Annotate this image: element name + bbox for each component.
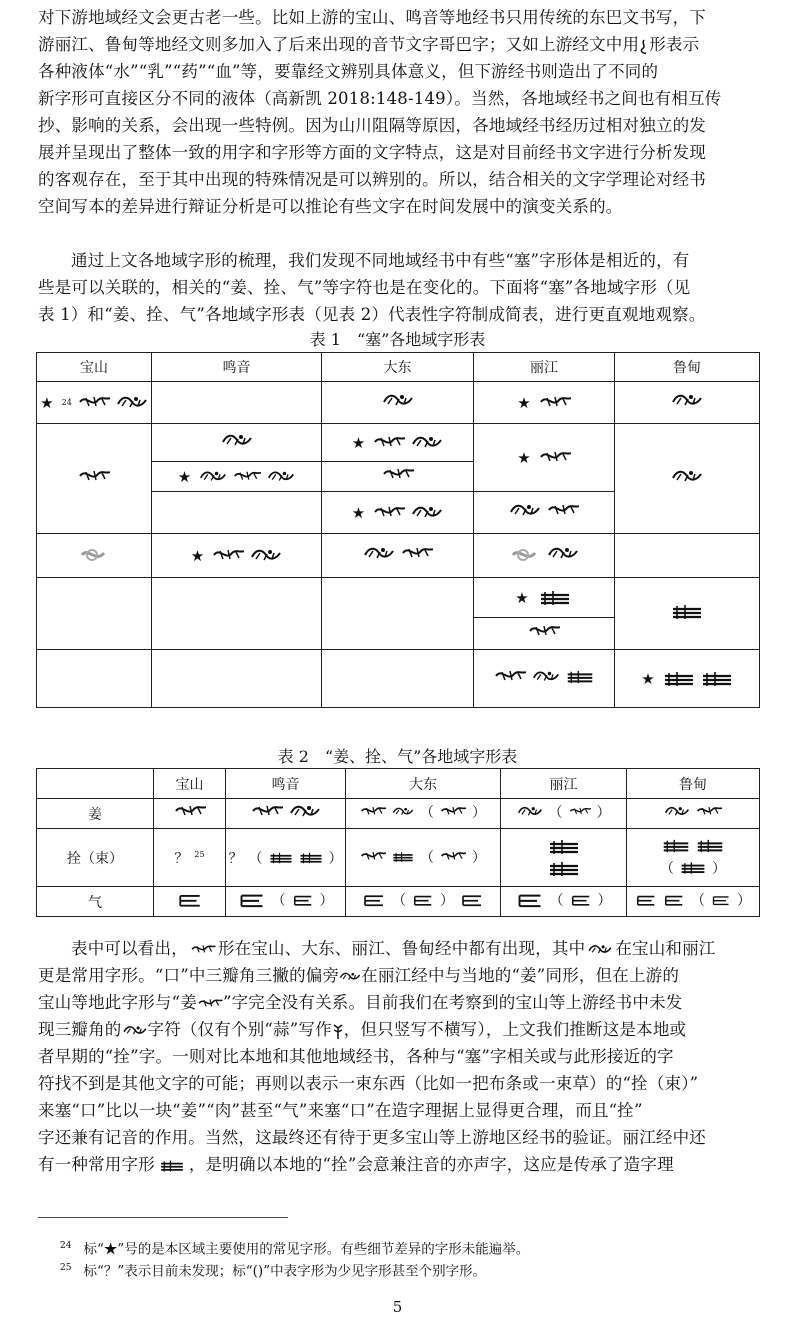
page-number: 5	[392, 1298, 403, 1316]
sai-glyph-icon	[532, 668, 560, 686]
footnote-24: $^{24}$ 标“★”号的是本区域主要使用的常见字形。有些细节差异的字形未能遍举。	[60, 1241, 530, 1258]
table-1-cell	[152, 424, 322, 462]
text-line: 有一种常用字形 ，是明确以本地的“拴”会意兼注音的亦声字，这应是传承了造字理	[38, 1155, 674, 1174]
qi-glyph-icon	[460, 891, 484, 909]
text-line: 展并呈现出了整体一致的用字和字形等方面的文字特点，这是对目前经书文字进行分析发现	[38, 143, 706, 162]
sai-glyph-icon	[382, 466, 414, 484]
footnote-ref: 24	[61, 398, 72, 407]
star-icon: ★	[517, 393, 531, 412]
table-1-cell	[152, 382, 322, 424]
table-1-caption: 表 1 “塞”各地域字形表	[309, 330, 486, 349]
table-1-cell	[322, 382, 474, 424]
shuan-inline-glyph-icon	[155, 1159, 189, 1173]
table-1-cell	[474, 492, 615, 534]
paragraph-2	[38, 247, 760, 328]
shuan-glyph-icon	[392, 849, 414, 865]
table-1-cell	[322, 650, 474, 708]
table-1-cell	[615, 534, 760, 578]
sai-glyph-icon	[78, 394, 110, 412]
sai-glyph-icon	[250, 547, 282, 565]
sai-glyph-icon	[671, 468, 703, 486]
table-1-cell	[615, 424, 760, 534]
footnote-ref: 25	[194, 849, 205, 859]
table-2-cell: （ ）	[226, 887, 346, 917]
table-2-cell: （ ）	[346, 799, 501, 829]
table-2-cell: （ ）	[627, 887, 760, 917]
jiang-glyph-icon	[569, 803, 591, 821]
sai-glyph-icon	[411, 504, 443, 522]
three-petal-inline-glyph-icon	[122, 1024, 148, 1038]
sai-glyph-icon	[401, 545, 433, 563]
table-1-cell	[322, 578, 474, 650]
sai-glyph-icon	[116, 394, 148, 412]
table-1-cell	[37, 578, 152, 650]
sai-glyph-icon	[78, 468, 110, 486]
table-2-cell: ？ （ ）	[226, 829, 346, 887]
sai-glyph-icon	[382, 392, 414, 410]
qi-glyph-icon	[177, 891, 203, 909]
qi-glyph-icon	[292, 891, 314, 909]
table-2-cell	[154, 887, 226, 917]
paragraph-3	[38, 935, 760, 1178]
shuan-glyph-icon	[662, 838, 690, 854]
sai-glyph-icon	[537, 589, 573, 607]
qi-glyph-icon	[516, 891, 544, 909]
shuan-glyph-icon	[360, 849, 386, 865]
sai-glyph-icon	[411, 434, 443, 452]
table-1-cell	[152, 492, 322, 534]
star-icon: ★	[351, 433, 366, 452]
qi-glyph-icon	[663, 891, 685, 909]
star-icon: ★	[177, 467, 192, 486]
sai-glyph-icon	[267, 468, 295, 486]
sai-glyph-icon	[671, 392, 703, 410]
table-1-cell	[37, 382, 152, 424]
sai-glyph-icon	[199, 468, 227, 486]
text-line: 表 1）和“姜、拴、气”各地域字形表（见表 2）代表性字符制成简表，进行更直观地观察。	[38, 305, 706, 324]
table-2-cell	[226, 799, 346, 829]
text-line: 的客观存在，至于其中出现的特殊情况是可以辨别的。所以，结合相关的文字学理论对经书	[38, 170, 706, 189]
sai-glyph-icon	[373, 504, 405, 522]
table-1-cell	[322, 534, 474, 578]
sai-glyph-icon	[509, 502, 541, 520]
text-line: 各种液体“水”“乳”“药”“血”等，要靠经文辨别具体意义，但下游经书则造出了不同的	[38, 62, 659, 81]
faded-glyph-icon	[78, 545, 110, 563]
table-2-row-label: 拴（束）	[37, 829, 154, 887]
qi-glyph-icon	[570, 891, 592, 909]
table-1-header: 鲁甸	[615, 353, 760, 382]
table-1	[36, 352, 760, 708]
table-1-cell	[37, 650, 152, 708]
jiang-glyph-icon	[664, 803, 690, 821]
table-1-cell	[152, 578, 322, 650]
table-1-cell	[474, 650, 615, 708]
table-2-header: 鲁甸	[627, 769, 760, 799]
qi-glyph-icon	[412, 891, 434, 909]
table-2-cell: （ ）	[346, 829, 501, 887]
star-icon: ★	[351, 503, 366, 522]
text-line: 游丽江、鲁甸等地经文则多加入了后来出现的音节文字哥巴字；又如上游经文中用 形表示	[38, 35, 700, 54]
sai-glyph-icon	[547, 502, 579, 520]
qi-glyph-icon	[238, 891, 266, 909]
table-1-cell	[474, 578, 615, 618]
text-line: 宝山等地此字形与“姜 ”字完全没有关系。目前我们在考察到的宝山等上游经书中未发	[38, 993, 683, 1012]
paragraph-1	[38, 4, 760, 220]
table-2-cell: ？ $^{25}$	[154, 829, 226, 887]
jiang-glyph-icon	[174, 803, 206, 821]
text-line: 通过上文各地域字形的梳理，我们发现不同地域经书中有些“塞”字形体是相近的，有	[71, 251, 690, 270]
table-2-header	[37, 769, 154, 799]
text-line: 字还兼有记音的作用。当然，这最终还有待于更多宝山等上游地区经书的验证。丽江经中还	[38, 1128, 706, 1147]
table-2-caption: 表 2 “姜、拴、气”各地域字形表	[277, 747, 518, 766]
jiang-glyph-icon	[360, 803, 386, 821]
sai-glyph-icon	[373, 434, 405, 452]
sai-glyph-icon	[539, 394, 571, 412]
table-2-row-label: 姜	[37, 799, 154, 829]
table-1-header: 大东	[322, 353, 474, 382]
garlic-inline-glyph-icon	[332, 1024, 344, 1038]
jiang-glyph-icon	[440, 803, 466, 821]
text-line: 符找不到是其他文字的可能；再则以表示一束东西（比如一把布条或一束草）的“拴（束）”	[38, 1074, 699, 1093]
jiang-glyph-icon	[251, 803, 283, 821]
footnote-rule	[38, 1217, 288, 1218]
table-1-cell	[322, 462, 474, 492]
shuan-glyph-icon	[546, 838, 582, 856]
jiang-inline-glyph-icon	[197, 997, 223, 1011]
text-line: 些是可以关联的，相关的“姜、拴、气”等字符也是在变化的。下面将“塞”各地域字形（见	[38, 278, 691, 297]
table-1-cell	[615, 578, 760, 650]
shuan-glyph-icon	[696, 838, 724, 854]
text-line: 更是常用字形。“口”中三瓣角三撇的偏旁 在丽江经中与当地的“姜”同形，但在上游的	[38, 966, 680, 985]
table-1-cell	[474, 618, 615, 650]
sai-glyph-icon	[212, 547, 244, 565]
sai-glyph-icon	[528, 623, 560, 641]
shuan-inline-glyph-icon	[188, 943, 218, 957]
star-icon: ★	[641, 669, 655, 688]
table-2-cell: （ ）	[501, 887, 627, 917]
text-line: 现三瓣角的 字符（仅有个别“蒜”写作 ，但只竖写不横写），上文我们推断这是本地或	[38, 1020, 687, 1039]
table-1-cell	[474, 534, 615, 578]
sai-glyph-icon	[539, 449, 571, 467]
text-line: 新字形可直接区分不同的液体（高新凯 2018:148-149）。当然，各地域经书之间也有相互传	[38, 89, 722, 108]
liquid-glyph-icon	[639, 39, 649, 53]
table-2-row-label: 气	[37, 887, 154, 917]
table-1-cell	[37, 424, 152, 534]
table-2-header: 宝山	[154, 769, 226, 799]
table-1-cell	[615, 650, 760, 708]
shuan-glyph-icon	[269, 850, 293, 866]
text-line: 对下游地域经文会更古老一些。比如上游的宝山、鸣音等地经书只用传统的东巴文书写，下	[38, 8, 706, 27]
jiang-glyph-icon	[392, 803, 414, 821]
star-icon: ★	[515, 588, 529, 607]
table-2-cell: （ ）	[346, 887, 501, 917]
table-2-cell: （ ）	[627, 829, 760, 887]
table-1-cell	[474, 424, 615, 492]
sai-glyph-icon	[233, 468, 261, 486]
table-1-header: 宝山	[37, 353, 152, 382]
table-1-cell	[152, 650, 322, 708]
jiang-glyph-icon	[517, 803, 543, 821]
qi-glyph-icon	[711, 891, 731, 909]
table-1-cell	[152, 462, 322, 492]
star-icon: ★	[517, 448, 531, 467]
table-2-header: 大东	[346, 769, 501, 799]
radical-inline-glyph-icon	[339, 970, 361, 984]
table-2-header: 鸣音	[226, 769, 346, 799]
sai-glyph-icon	[547, 545, 579, 563]
shuan-inline-glyph-icon	[585, 943, 615, 957]
sai-glyph-icon	[494, 668, 526, 686]
text-line: 者早期的“拴”字。一则对比本地和其他地域经书，各种与“塞”字相关或与此形接近的字	[38, 1047, 674, 1066]
table-2-cell	[627, 799, 760, 829]
qi-glyph-icon	[362, 891, 386, 909]
table-1-header: 鸣音	[152, 353, 322, 382]
table-1-header: 丽江	[474, 353, 615, 382]
table-1-cell	[37, 534, 152, 578]
text-line: 抄、影响的关系，会出现一些特例。因为山川阻隔等原因，各地域经书经历过相对独立的发	[38, 116, 706, 135]
table-1-cell	[322, 424, 474, 462]
table-1-cell	[322, 492, 474, 534]
sai-glyph-icon	[663, 670, 695, 688]
sai-glyph-icon	[221, 432, 253, 450]
jiang-glyph-icon	[289, 803, 321, 821]
table-2-header: 丽江	[501, 769, 627, 799]
text-line: 空间写本的差异进行辩证分析是可以推论有些文字在时间发展中的演变关系的。	[38, 197, 623, 216]
sai-glyph-icon	[669, 603, 705, 621]
table-1-cell	[474, 382, 615, 424]
faded-glyph-icon	[509, 545, 541, 563]
table-1-cell	[152, 534, 322, 578]
table-2-cell	[501, 829, 627, 887]
table-2	[36, 768, 760, 917]
shuan-glyph-icon	[299, 850, 323, 866]
footnote-25: $^{25}$ 标“？”表示目前未发现；标“()”中表字形为少见字形甚至个别字形。	[60, 1263, 487, 1280]
star-icon: ★	[40, 393, 54, 412]
text-line: 表中可以看出， 形在宝山、大东、丽江、鲁甸经中都有出现，其中 在宝山和丽江	[71, 939, 716, 958]
table-2-cell	[154, 799, 226, 829]
star-icon: ★	[190, 546, 205, 565]
table-2-cell: （ ）	[501, 799, 627, 829]
text-line: 来塞“口”比以一块“姜”“肉”甚至“气”来塞“口”在造字理据上显得更合理，而且“拴”	[38, 1101, 643, 1120]
jiang-glyph-icon	[696, 803, 722, 821]
qi-glyph-icon	[635, 891, 657, 909]
shuan-glyph-icon	[680, 860, 706, 876]
shuan-glyph-icon	[440, 849, 466, 865]
sai-glyph-icon	[566, 668, 594, 686]
sai-glyph-icon	[701, 670, 733, 688]
table-1-cell	[615, 382, 760, 424]
sai-glyph-icon	[363, 545, 395, 563]
shuan-glyph-icon	[546, 860, 582, 878]
